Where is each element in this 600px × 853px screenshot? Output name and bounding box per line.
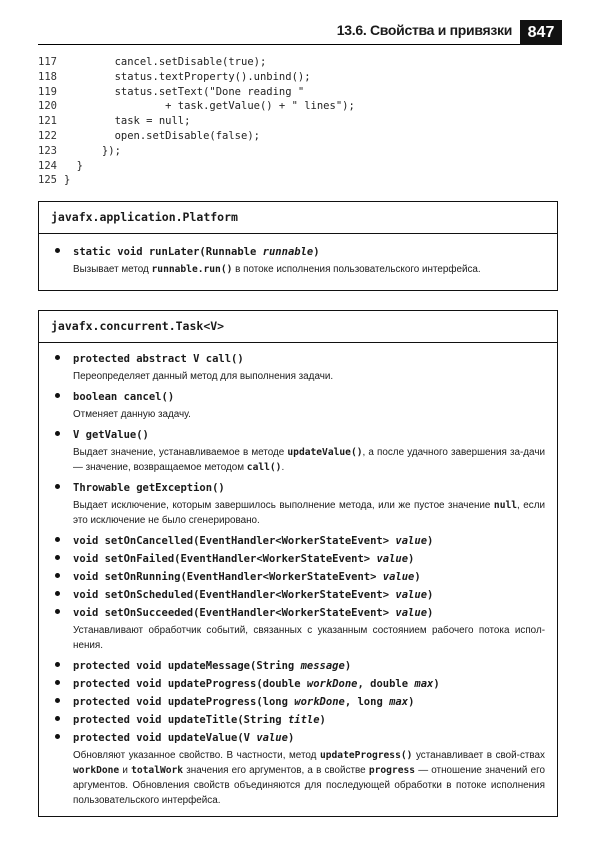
method-description: Переопределяет данный метод для выполнения задачи. [73, 371, 334, 382]
bullet [55, 355, 60, 360]
api-entry [51, 426, 545, 479]
line-number: 124 [38, 159, 57, 172]
method-description: Вызывает метод runnable.run() в потоке исполнения пользовательского интерфейса. [73, 264, 481, 275]
api-entry [51, 243, 545, 281]
method-signature: static void runLater(Runnable runnable) [73, 246, 320, 258]
code-text: } [64, 159, 83, 172]
method-signature: protected void updateMessage(String message) [73, 660, 352, 672]
code-text: task = null; [64, 115, 191, 128]
line-number: 123 [38, 144, 57, 157]
code-line [38, 85, 558, 100]
method-description: Устанавливают обработчик событий, связанных с указанным состоянием рабочего потока испол-нения. [73, 625, 545, 651]
bullet [55, 573, 60, 578]
api-entry [51, 586, 545, 604]
bullet [55, 431, 60, 436]
api-entry [51, 388, 545, 426]
api-entry [51, 693, 545, 711]
code-line [38, 173, 558, 188]
line-number: 120 [38, 100, 57, 113]
method-signature: protected abstract V call() [73, 353, 244, 365]
method-signature: void setOnRunning(EventHandler<WorkerStateEvent> value) [73, 571, 421, 583]
code-text: + task.getValue() + " lines"); [64, 100, 355, 113]
method-signature: void setOnSucceeded(EventHandler<WorkerStateEvent> value) [73, 607, 434, 619]
method-description: Выдает значение, устанавливаемое в методе updateValue(), а после удачного завершения за-дачи — значение, возвращаемое методом call(). [73, 447, 545, 473]
method-signature: void setOnFailed(EventHandler<WorkerStateEvent> value) [73, 553, 415, 565]
method-signature: V getValue() [73, 429, 149, 441]
code-line [38, 159, 558, 174]
code-text: open.setDisable(false); [64, 129, 260, 142]
method-description: Выдает исключение, которым завершилось выполнение метода, или же пустое значение null, если это исключение не было сгенерировано. [73, 500, 545, 526]
bullet [55, 537, 60, 542]
api-entry [51, 675, 545, 693]
page-number: 847 [520, 20, 562, 45]
method-signature: protected void updateValue(V value) [73, 732, 295, 744]
api-entry [51, 657, 545, 675]
api-entry [51, 532, 545, 550]
bullet [55, 662, 60, 667]
box-title: javafx.concurrent.Task<V> [39, 311, 557, 343]
method-signature: protected void updateProgress(double workDone, double max) [73, 678, 440, 690]
code-listing [38, 55, 558, 188]
platform-api-box [38, 201, 558, 291]
method-signature: void setOnScheduled(EventHandler<WorkerStateEvent> value) [73, 589, 434, 601]
line-number: 119 [38, 85, 57, 98]
bullet [55, 591, 60, 596]
api-entry [51, 568, 545, 586]
code-text: cancel.setDisable(true); [64, 56, 267, 68]
bullet [55, 716, 60, 721]
method-signature: Throwable getException() [73, 482, 225, 494]
bullet [55, 484, 60, 489]
api-entry [51, 479, 545, 532]
code-line [38, 129, 558, 144]
line-number: 122 [38, 129, 57, 142]
method-signature: boolean cancel() [73, 391, 175, 403]
code-text: status.textProperty().unbind(); [64, 70, 311, 83]
method-signature: protected void updateTitle(String title) [73, 714, 326, 726]
line-number: 118 [38, 70, 57, 83]
line-number: 117 [38, 56, 57, 68]
bullet [55, 248, 60, 253]
code-text: }); [64, 144, 121, 157]
box-title: javafx.application.Platform [39, 202, 557, 234]
api-entry [51, 711, 545, 729]
method-description: Обновляют указанное свойство. В частности, метод updateProgress() устанавливает в свой-ствах workDone и totalWork значения его аргументов, а в свойстве progress — отношение значений его аргументов. Обновления свойств объединяются для последующей обработки в потоке исполнения пользовательского интерфейса. [73, 750, 545, 806]
method-description: Отменяет данную задачу. [73, 409, 191, 420]
api-entry [51, 350, 545, 388]
bullet [55, 393, 60, 398]
line-number: 125 [38, 174, 57, 187]
bullet [55, 609, 60, 614]
code-text: status.setText("Done reading " [64, 85, 305, 98]
code-line [38, 70, 558, 85]
code-text: } [64, 174, 71, 187]
api-entry [51, 604, 545, 657]
api-entry [51, 729, 545, 812]
task-api-box [38, 310, 558, 817]
api-entry [51, 550, 545, 568]
code-line [38, 144, 558, 159]
page-header [0, 20, 600, 46]
header-rule [38, 44, 520, 45]
bullet [55, 734, 60, 739]
section-title: 13.6. Свойства и привязки [336, 22, 512, 38]
method-signature: protected void updateProgress(long workDone, long max) [73, 696, 415, 708]
bullet [55, 680, 60, 685]
code-line [38, 99, 558, 114]
bullet [55, 555, 60, 560]
method-signature: void setOnCancelled(EventHandler<WorkerStateEvent> value) [73, 535, 434, 547]
bullet [55, 698, 60, 703]
code-line [38, 114, 558, 129]
line-number: 121 [38, 115, 57, 128]
code-line [38, 55, 558, 70]
